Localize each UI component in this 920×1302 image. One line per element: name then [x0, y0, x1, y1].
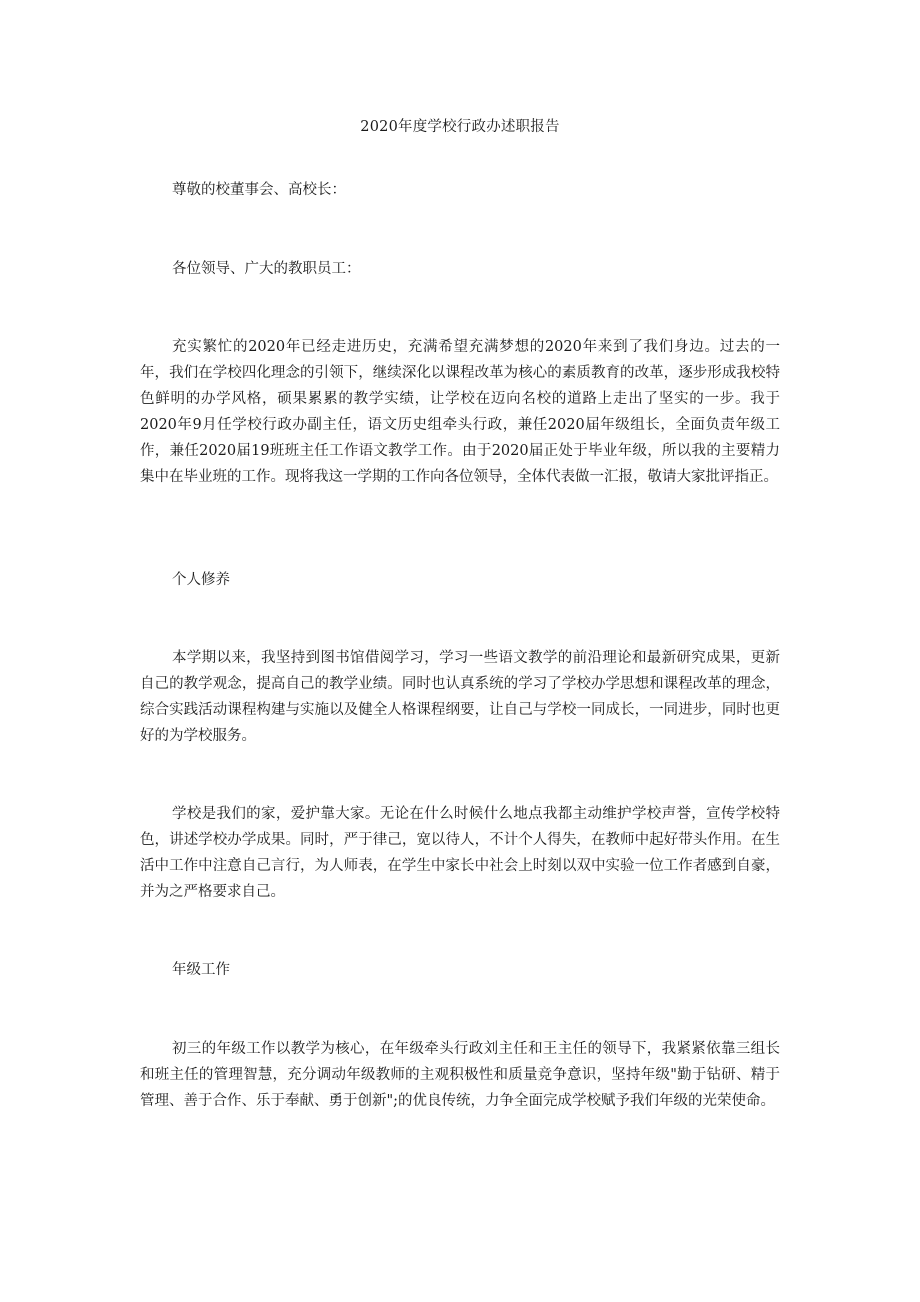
personal-cultivation-paragraph-2: 学校是我们的家，爱护靠大家。无论在什么时候什么地点我都主动维护学校声誉，宣传学校特色，讲述学校办学成果。同时，严于律己，宽以待人，不计个人得失，在教师中起好带头作用。在生活中工作中注意自己言行，为人师表，在学生中家长中社会上时刻以双中实验一位工作者感到自豪，并为之严格要求自己。	[140, 806, 780, 900]
personal-cultivation-paragraph-1: 本学期以来，我坚持到图书馆借阅学习，学习一些语文教学的前沿理论和最新研究成果，更新自己的教学观念，提高自己的教学业绩。同时也认真系统的学习了学校办学思想和课程改革的理念，综合实践活动课程构建与实施以及健全人格课程纲要，让自己与学校一同成长，一同进步，同时也更好的为学校服务。	[140, 650, 780, 744]
section-heading-personal-cultivation: 个人修养	[172, 572, 230, 588]
section-heading-grade-work: 年级工作	[172, 962, 230, 978]
document-title: 2020年度学校行政办述职报告	[360, 119, 560, 135]
salutation-staff: 各位领导、广大的教职员工：	[172, 261, 361, 277]
grade-work-paragraph-1: 初三的年级工作以教学为核心，在年级牵头行政刘主任和王主任的领导下，我紧紧依靠三组长和班主任的管理智慧，充分调动年级教师的主观积极性和质量竞争意识，坚持年级"勤于钻研、精于管理、善于合作、乐于奉献、勇于创新";的优良传统，力争全面完成学校赋予我们年级的光荣使命。	[140, 1041, 780, 1109]
intro-paragraph: 充实繁忙的2020年已经走进历史，充满希望充满梦想的2020年来到了我们身边。过去的一年，我们在学校四化理念的引领下，继续深化以课程改革为核心的素质教育的改革，逐步形成我校特色鲜明的办学风格，硕果累累的教学实绩，让学校在迈向名校的道路上走出了坚实的一步。我于2020年9月任学校行政办副主任，语文历史组牵头行政，兼任2020届年级组长，全面负责年级工作，兼任2020届19班班主任工作语文教学工作。由于2020届正处于毕业年级，所以我的主要精力集中在毕业班的工作。现将我这一学期的工作向各位领导，全体代表做一汇报，敬请大家批评指正。	[140, 339, 780, 485]
salutation-board: 尊敬的校董事会、高校长：	[172, 182, 346, 198]
